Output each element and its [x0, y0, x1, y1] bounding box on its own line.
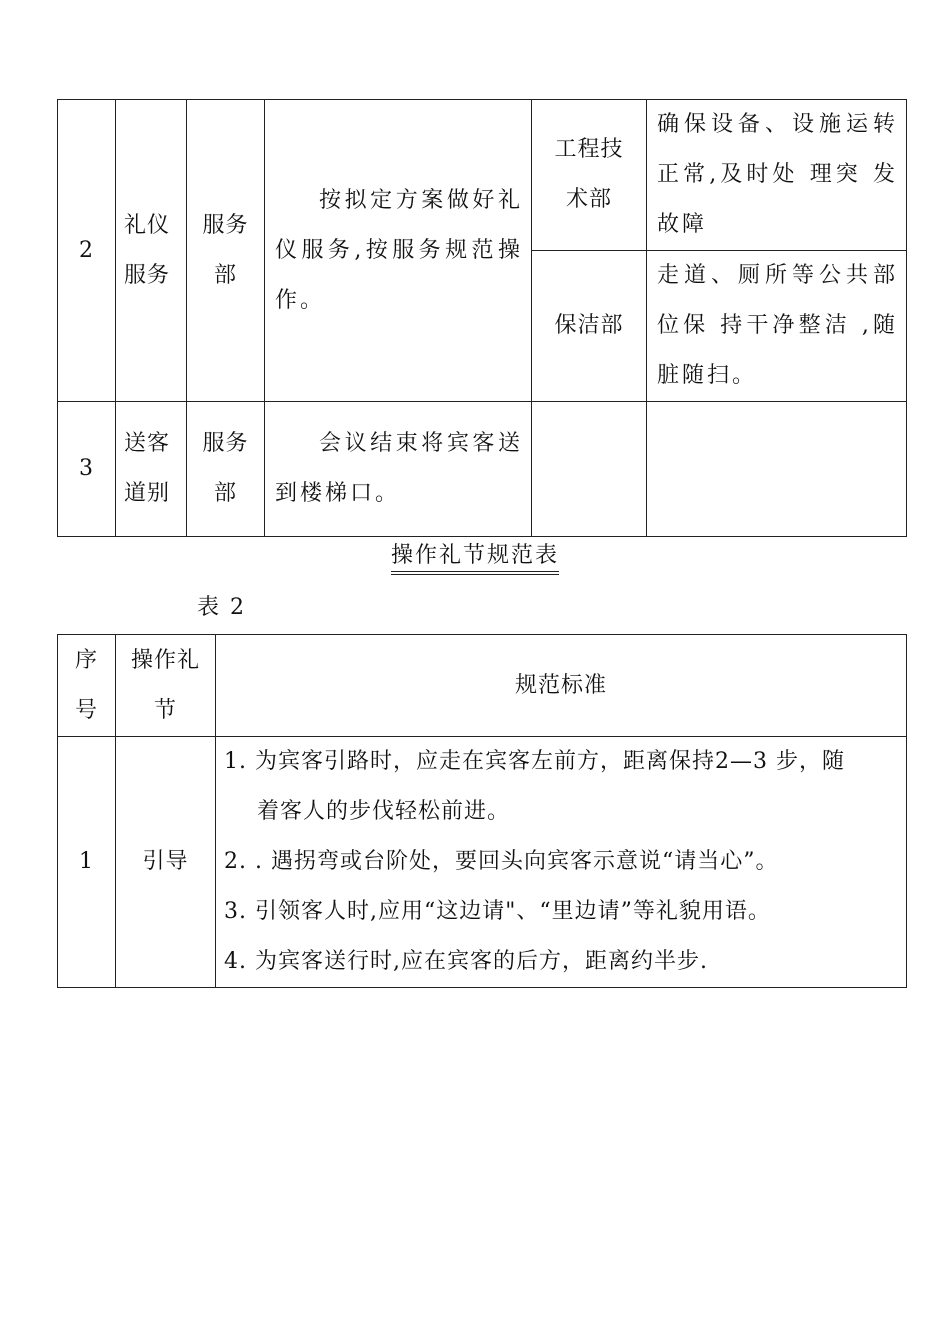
standard-list [216, 737, 907, 988]
support-dept [532, 402, 647, 537]
standard-item: 2. . 遇拐弯或台阶处，要回头向宾客示意说“请当心”。 [224, 849, 779, 874]
support-duty: 确保设备、设施运转正常,及时处 理突 发故障 [647, 100, 907, 251]
standard-item: 1. 为宾客引路时，应走在宾客左前方，距离保持2—3 步，随 [224, 749, 845, 774]
caption-text: 操作礼节规范表 [391, 538, 559, 575]
responsible-dept: 服务部 [187, 100, 265, 402]
row-number: 2 [58, 100, 116, 402]
table-row [58, 737, 907, 988]
service-item: 礼仪服务 [116, 100, 187, 402]
standard-item: 4. 为宾客送行时,应在宾客的后方，距离约半步. [224, 949, 708, 974]
standard-item-continued: 着客人的步伐轻松前进。 [257, 799, 511, 824]
table-row [58, 402, 907, 537]
header-etiquette: 操作礼节 [116, 635, 216, 737]
support-dept: 工程技术部 [532, 100, 647, 251]
table-number: 表 2 [197, 595, 246, 620]
service-item: 送客道别 [116, 402, 187, 537]
standard-item: 3. 引领客人时,应用“这边请"、“里边请”等礼貌用语。 [224, 899, 771, 924]
table-caption [0, 538, 950, 575]
row-number: 3 [58, 402, 116, 537]
service-table [57, 99, 907, 537]
table-row [58, 100, 907, 251]
row-number: 1 [58, 737, 116, 988]
header-standard: 规范标准 [216, 635, 907, 737]
support-duty [647, 402, 907, 537]
header-row [58, 635, 907, 737]
responsible-dept: 服务部 [187, 402, 265, 537]
support-dept: 保洁部 [532, 251, 647, 402]
service-content: 按拟定方案做好礼仪服务,按服务规范操作。 [265, 100, 532, 402]
etiquette-table [57, 634, 907, 988]
header-no: 序号 [58, 635, 116, 737]
support-duty: 走道、厕所等公共部位保 持干净整洁 ,随脏随扫。 [647, 251, 907, 402]
etiquette-name: 引导 [116, 737, 216, 988]
service-content: 会议结束将宾客送到楼梯口。 [265, 402, 532, 537]
